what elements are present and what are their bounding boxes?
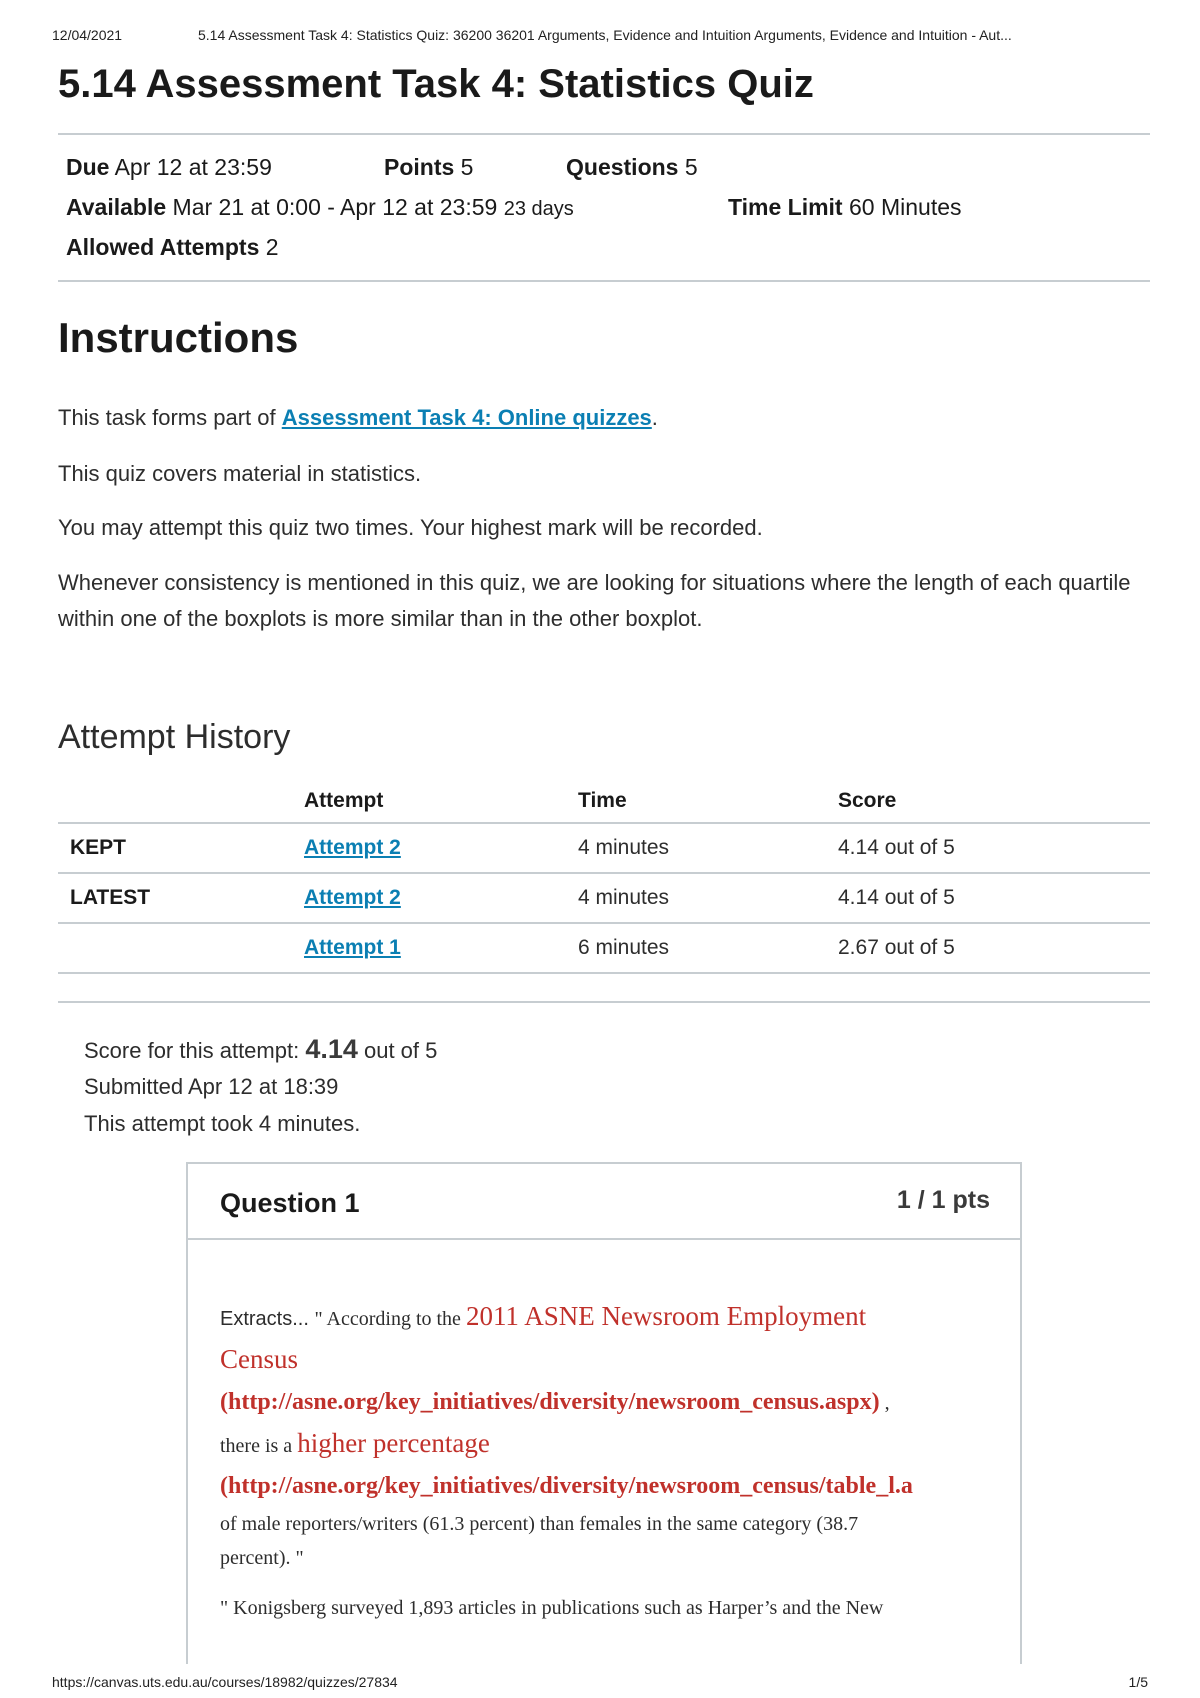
available-days: 23 days [503,198,574,220]
attempt-score-summary [84,1034,437,1065]
duration-text: This attempt took 4 minutes. [84,1111,361,1136]
question-points: 1 / 1 pts [896,1186,990,1214]
attempt-link[interactable]: Attempt 2 [304,886,401,909]
question-text-line: of male reporters/writers (61.3 percent) than females in the same category (38.7 [220,1513,859,1535]
question-card [186,1162,1022,1664]
instructions-paragraph-3: You may attempt this quiz two times. Your highest mark will be recorded. [58,515,763,540]
instructions-paragraph-2: This quiz covers material in statistics. [58,461,422,486]
submitted-text: Submitted Apr 12 at 18:39 [84,1074,339,1099]
question-text-line [220,1382,992,1423]
divider [58,1001,1150,1003]
question-text: , [879,1392,890,1414]
points-meta [384,154,473,181]
divider [58,280,1150,282]
attempts-meta [66,234,279,261]
asne-census-link[interactable]: Census [220,1344,299,1374]
print-header [52,27,1148,43]
table-row [58,873,1150,923]
attempt-time: 4 minutes [578,873,838,923]
column-header: Score [838,780,1150,823]
attempt-history-table [58,780,1150,974]
instructions-text: This task forms part of [58,405,282,430]
online-quizzes-link[interactable]: Assessment Task 4: Online quizzes [281,405,652,430]
questions-meta [566,154,698,181]
time-limit-value: 60 Minutes [849,194,962,220]
attempt-score: 2.67 out of 5 [838,923,1150,973]
question-text: there is a [220,1435,298,1457]
quiz-meta-row-1 [66,154,272,181]
column-header: Time [578,780,838,823]
print-url: https://canvas.uts.edu.au/courses/18982/quizzes/27834 [52,1674,398,1690]
attempt-link[interactable]: Attempt 1 [304,936,401,959]
attempt-tag: KEPT [58,823,304,873]
due-value: Apr 12 at 23:59 [114,154,272,180]
table-row [58,923,1150,973]
score-value: 4.14 [305,1034,358,1064]
higher-percentage-link[interactable]: higher percentage [297,1428,490,1458]
questions-value: 5 [684,154,698,180]
instructions-text: . [651,405,658,430]
due-label: Due [66,154,110,180]
points-value: 5 [460,154,474,180]
question-text-line [220,1296,992,1339]
asne-census-link[interactable]: 2011 ASNE Newsroom Employment [465,1301,867,1331]
available-meta [66,194,574,221]
questions-label: Questions [566,154,679,180]
attempt-time: 6 minutes [578,923,838,973]
score-label: Score for this attempt: [84,1038,306,1063]
points-label: Points [384,154,455,180]
question-text-line [220,1466,992,1507]
question-text: Extracts... [220,1308,315,1330]
attempt-score: 4.14 out of 5 [838,873,1150,923]
time-limit-meta [728,194,962,221]
attempt-score: 4.14 out of 5 [838,823,1150,873]
print-footer [52,1674,1148,1690]
question-title: Question 1 [220,1188,360,1218]
attempt-time: 4 minutes [578,823,838,873]
time-limit-label: Time Limit [728,194,843,220]
table-row [58,823,1150,873]
available-label: Available [66,194,167,220]
score-out-of: out of 5 [357,1038,438,1063]
question-body [220,1296,992,1625]
question-header [188,1164,1020,1240]
attempts-label: Allowed Attempts [66,234,260,260]
census-url-link[interactable]: (http://asne.org/key_initiatives/diversity/newsroom_census.aspx) [220,1389,880,1415]
instructions-heading: Instructions [58,314,299,361]
table-header-row [58,780,1150,823]
instructions-paragraph-1 [58,400,1148,436]
attempts-value: 2 [265,234,279,260]
census-table-link[interactable]: (http://asne.org/key_initiatives/diversity/newsroom_census/table_l.a [220,1473,913,1499]
page-number: 1/5 [1128,1674,1148,1690]
question-text-line: " Konigsberg surveyed 1,893 articles in publications such as Harper’s and the New [220,1597,884,1619]
available-value: Mar 21 at 0:00 - Apr 12 at 23:59 [172,194,498,220]
question-text: " According to the [314,1308,466,1330]
attempt-history-heading: Attempt History [58,718,291,756]
question-text-line [220,1423,992,1466]
attempt-link[interactable]: Attempt 2 [304,836,401,859]
attempt-tag [58,923,304,973]
question-text-line [220,1339,992,1382]
column-header: Attempt [304,780,578,823]
divider [58,133,1150,135]
print-page-title: 5.14 Assessment Task 4: Statistics Quiz: 36200 36201 Arguments, Evidence and Intuition Arguments, Evidence and Intuition - Aut... [198,27,1012,43]
question-text-line: percent). " [220,1547,304,1569]
page-title: 5.14 Assessment Task 4: Statistics Quiz [58,62,814,106]
print-date: 12/04/2021 [52,27,123,43]
column-header [58,780,304,823]
instructions-paragraph-4: Whenever consistency is mentioned in this quiz, we are looking for situations where the length of each quartile within one of the boxplots is more similar than in the other boxplot. [58,570,1131,631]
attempt-tag: LATEST [58,873,304,923]
